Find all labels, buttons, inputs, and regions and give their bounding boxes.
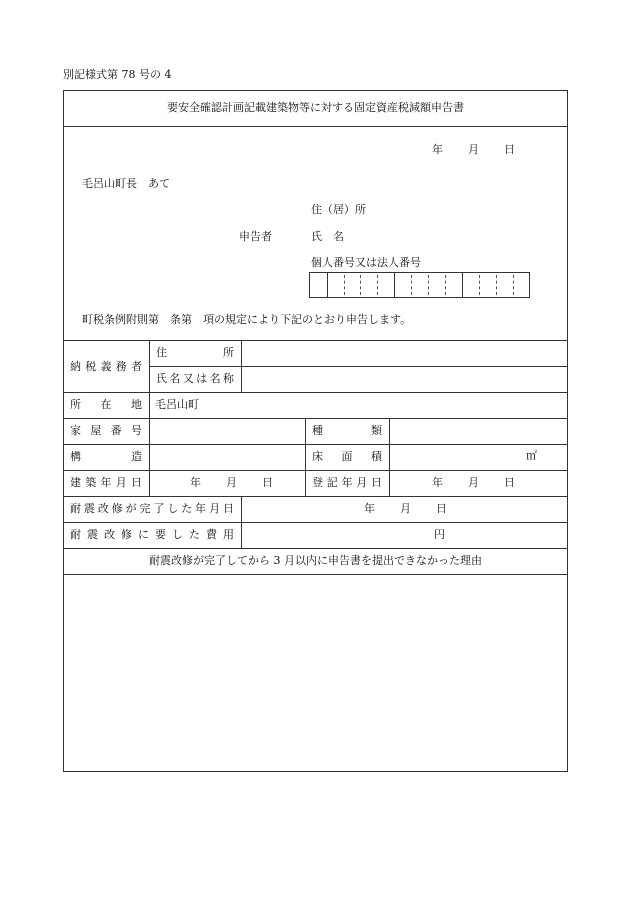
retrofit-year-label: 年 — [364, 502, 375, 515]
rule — [149, 366, 567, 367]
location-value: 毛呂山町 — [155, 398, 199, 411]
date-day-label: 日 — [504, 143, 515, 156]
rule — [64, 340, 567, 341]
applicant-number-label: 個人番号又は法人番号 — [311, 256, 421, 269]
addressee: 毛呂山町長 あて — [82, 177, 170, 190]
retrofit-date-label: 耐 震 改 修 が 完 了 し た 年 月 日 — [70, 502, 234, 515]
rule — [64, 548, 567, 549]
registered-day-label: 日 — [504, 476, 515, 489]
built-date-label: 建 築 年 月 日 — [70, 476, 142, 489]
location-label: 所 在 地 — [70, 398, 142, 411]
yen-unit: 円 — [434, 528, 445, 541]
registered-year-label: 年 — [432, 476, 443, 489]
rule — [149, 392, 150, 418]
rule — [64, 392, 567, 393]
rule — [64, 444, 567, 445]
taxpayer-address-label: 住 所 — [156, 346, 234, 359]
rule — [64, 470, 567, 471]
registered-month-label: 月 — [468, 476, 479, 489]
rule — [241, 496, 242, 548]
built-year-label: 年 — [190, 476, 201, 489]
rule — [149, 418, 150, 496]
statement: 町税条例附則第 条第 項の規定により下記のとおり申告します。 — [82, 313, 412, 326]
rule — [389, 418, 390, 496]
application-form — [63, 90, 568, 772]
rule — [241, 340, 242, 392]
date-month-label: 月 — [468, 143, 479, 156]
registered-date-label: 登 記 年 月 日 — [312, 476, 382, 489]
rule — [305, 418, 306, 496]
date-year-label: 年 — [432, 143, 443, 156]
structure-label: 構 造 — [70, 450, 142, 463]
applicant-address-label: 住（居）所 — [311, 203, 366, 216]
reason-title: 耐震改修が完了してから 3 月以内に申告書を提出できなかった理由 — [149, 554, 482, 567]
rule — [64, 126, 567, 127]
kind-label: 種 類 — [312, 424, 382, 437]
rule — [149, 366, 150, 392]
applicant-name-label: 氏 名 — [311, 230, 344, 243]
rule — [64, 496, 567, 497]
taxpayer-label: 納 税 義 務 者 — [70, 360, 142, 373]
area-unit: ㎡ — [526, 449, 537, 462]
built-month-label: 月 — [226, 476, 237, 489]
personal-number-boxes[interactable] — [309, 272, 530, 298]
rule — [149, 340, 150, 366]
house-number-label: 家 屋 番 号 — [70, 424, 142, 437]
applicant-label: 申告者 — [239, 230, 272, 243]
built-day-label: 日 — [262, 476, 273, 489]
reason-area[interactable] — [64, 575, 567, 771]
retrofit-day-label: 日 — [436, 502, 447, 515]
retrofit-cost-label: 耐 震 改 修 に 要 し た 費 用 — [70, 528, 234, 541]
form-title: 要安全確認計画記載建築物等に対する固定資産税減額申告書 — [167, 101, 464, 114]
floor-area-label: 床 面 積 — [312, 450, 382, 463]
taxpayer-name-label: 氏 名 又 は 名 称 — [156, 372, 234, 385]
rule — [64, 522, 567, 523]
form-number: 別記様式第 78 号の 4 — [63, 68, 172, 81]
rule — [64, 418, 567, 419]
retrofit-month-label: 月 — [400, 502, 411, 515]
